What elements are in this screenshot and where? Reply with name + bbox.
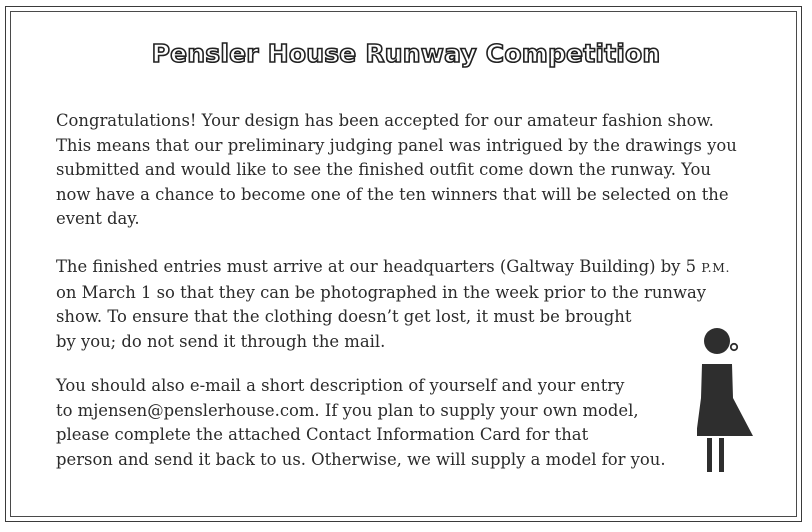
text-line: show. To ensure that the clothing doesn’t get lost, it must be brought: [56, 307, 632, 327]
text-line: now have a chance to become one of the ten winners that will be selected on the: [56, 184, 729, 204]
text-line: You should also e-mail a short description of yourself and your entry: [56, 376, 625, 395]
paragraph-acceptance: [56, 109, 756, 232]
text-line: please complete the attached Contact Information Card for that: [56, 425, 589, 445]
text-line: to mjensen@penslerhouse.com. If you plan to supply your own model,: [56, 400, 639, 420]
woman-in-dress-icon: [697, 324, 757, 472]
deadline-time: P.M.: [701, 260, 730, 275]
text-line: Congratulations! Your design has been accepted for our amateur fashion show.: [56, 111, 714, 130]
text-line: This means that our preliminary judging panel was intrigued by the drawings you: [56, 135, 737, 155]
paragraph-deadline: [56, 255, 756, 354]
text-line: submitted and would like to see the finished outfit come down the runway. You: [56, 160, 711, 180]
text-line: event day.: [56, 209, 140, 229]
text-line: by you; do not send it through the mail.: [56, 331, 386, 351]
text-line: person and send it back to us. Otherwise, we will supply a model for you.: [56, 449, 666, 469]
text-line: on March 1 so that they can be photographed in the week prior to the runway: [56, 282, 707, 302]
notice-title: Pensler House Runway Competition: [151, 39, 661, 68]
paragraph-email-instructions: [56, 374, 756, 472]
text-line: [56, 255, 756, 281]
deadline-text: The finished entries must arrive at our headquarters (Galtway Building) by 5: [56, 257, 702, 276]
